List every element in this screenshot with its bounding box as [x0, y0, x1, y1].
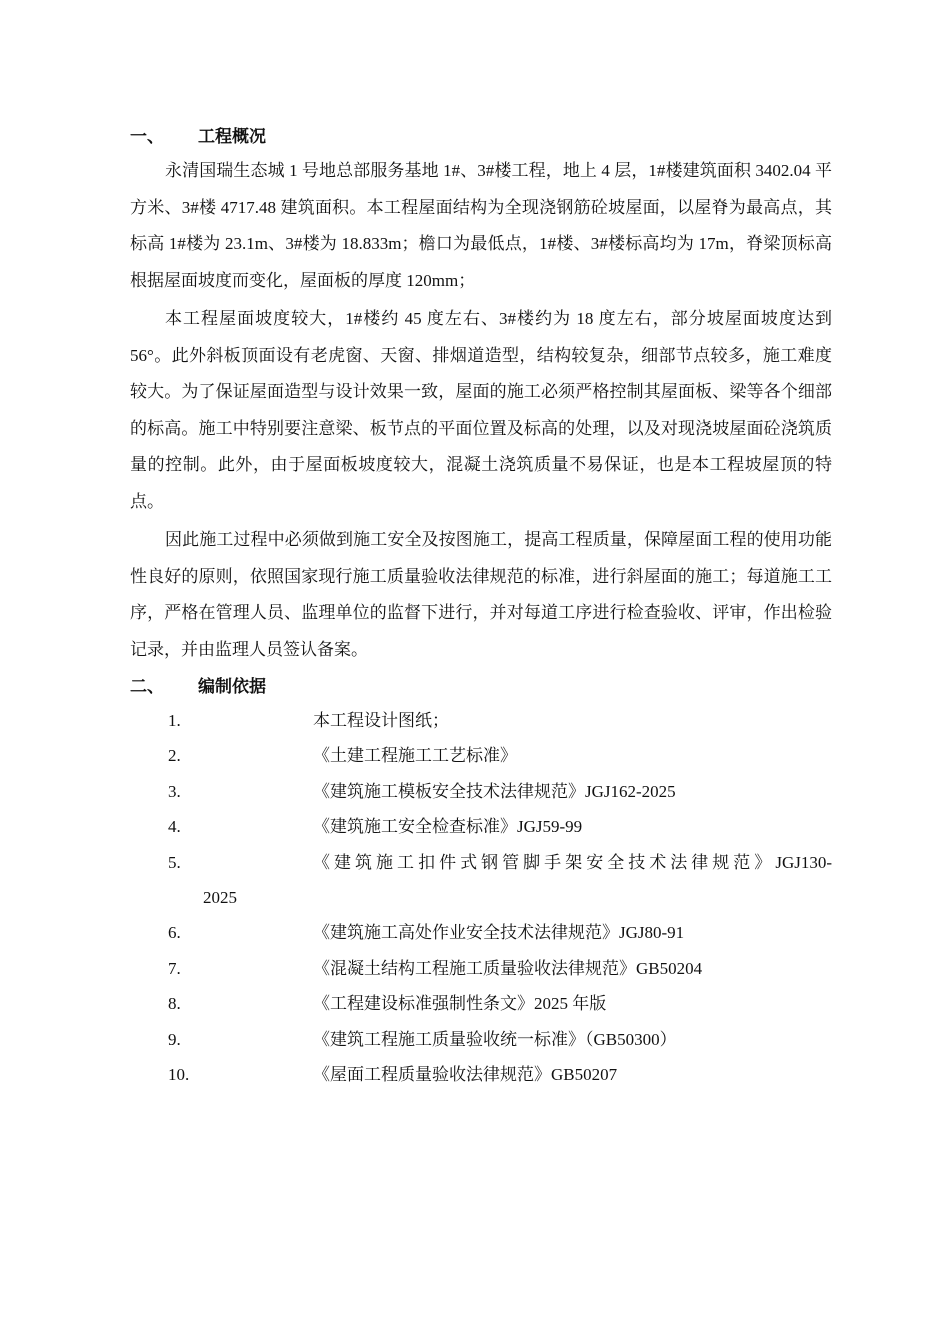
paragraph-construction-principle: 因此施工过程中必须做到施工安全及按图施工，提高工程质量，保障屋面工程的使用功能性良好的原则，依照国家现行施工质量验收法律规范的标准，进行斜屋面的施工；每道施工工序，严格在管理人员、监理单位的监督下进行，并对每道工序进行检查验收、评审，作出检验记录，并由监理人员签认备案。 — [130, 530, 832, 659]
list-item-number: 8. — [168, 994, 181, 1014]
list-item-number: 4. — [168, 817, 181, 837]
list-item-text: 《建筑施工扣件式钢管脚手架安全技术法律规范》JGJ130- — [313, 852, 832, 872]
list-item-text: 《混凝土结构工程施工质量验收法律规范》GB50204 — [313, 958, 703, 978]
list-item-number: 9. — [168, 1029, 181, 1049]
list-item-text: 《建筑施工安全检查标准》JGJ59-99 — [313, 817, 583, 837]
list-item-text: 《工程建设标准强制性条文》2025 年版 — [313, 994, 607, 1014]
paragraph-roof-slope: 本工程屋面坡度较大，1#楼约 45 度左右、3#楼约为 18 度左右，部分坡屋面坡度达到 56°。此外斜板顶面设有老虎窗、天窗、排烟道造型，结构较复杂，细部节点较多，施工难度较大。为了保证屋面造型与设计效果一致，屋面的施工必须严格控制其屋面板、梁等各个细部的标高。施工中特别要注意梁、板节点的平面位置及标高的处理，以及对现浇坡屋面砼浇筑质量的控制。此外，由于屋面板坡度较大，混凝土浇筑质量不易保证，也是本工程坡屋顶的特点。 — [130, 309, 832, 511]
list-item-text: 本工程设计图纸； — [313, 711, 449, 730]
section-number: 一、 — [130, 127, 164, 147]
section-title: 工程概况 — [198, 127, 266, 147]
list-item — [130, 1022, 832, 1057]
list-item-number: 6. — [168, 923, 181, 943]
list-item-text: 《土建工程施工工艺标准》 — [313, 746, 517, 766]
list-item-number: 7. — [168, 958, 181, 978]
list-item — [130, 986, 832, 1021]
section-title: 编制依据 — [198, 677, 266, 697]
list-item — [130, 738, 832, 773]
reference-list — [130, 703, 832, 1092]
list-item-number: 3. — [168, 781, 181, 801]
list-item-number: 5. — [168, 852, 181, 872]
list-item-text: 《建筑工程施工质量验收统一标准》（GB50300） — [313, 1029, 677, 1049]
list-item — [130, 1057, 832, 1092]
section-number: 二、 — [130, 677, 164, 697]
list-item-text: 《建筑施工模板安全技术法律规范》JGJ162-2025 — [313, 781, 676, 801]
list-item-number: 2. — [168, 746, 181, 766]
list-item — [130, 809, 832, 844]
list-item-text-continuation: 2025 — [203, 888, 237, 908]
list-item — [130, 703, 832, 738]
paragraph-project-summary: 永清国瑞生态城 1 号地总部服务基地 1#、3#楼工程，地上 4 层，1#楼建筑面积 3402.04 平方米、3#楼 4717.48 建筑面积。本工程屋面结构为全现浇钢筋砼坡屋面，以屋脊为最高点，其标高 1#楼为 23.1m、3#楼为 18.833m；檐口为最低点，1#楼、3#楼标高均为 17m，脊梁顶标高根据屋面坡度而变化，屋面板的厚度 120mm； — [130, 161, 832, 290]
section-heading-basis — [130, 669, 266, 705]
list-item — [130, 951, 832, 986]
list-item-number: 10. — [168, 1065, 190, 1085]
list-item-number: 1. — [168, 711, 181, 730]
list-item-text: 《建筑施工高处作业安全技术法律规范》JGJ80-91 — [313, 923, 685, 943]
list-item-text: 《屋面工程质量验收法律规范》GB50207 — [313, 1065, 618, 1085]
list-item — [130, 915, 832, 950]
list-item — [130, 774, 832, 809]
list-item — [130, 845, 832, 916]
section-heading-overview — [130, 119, 266, 155]
